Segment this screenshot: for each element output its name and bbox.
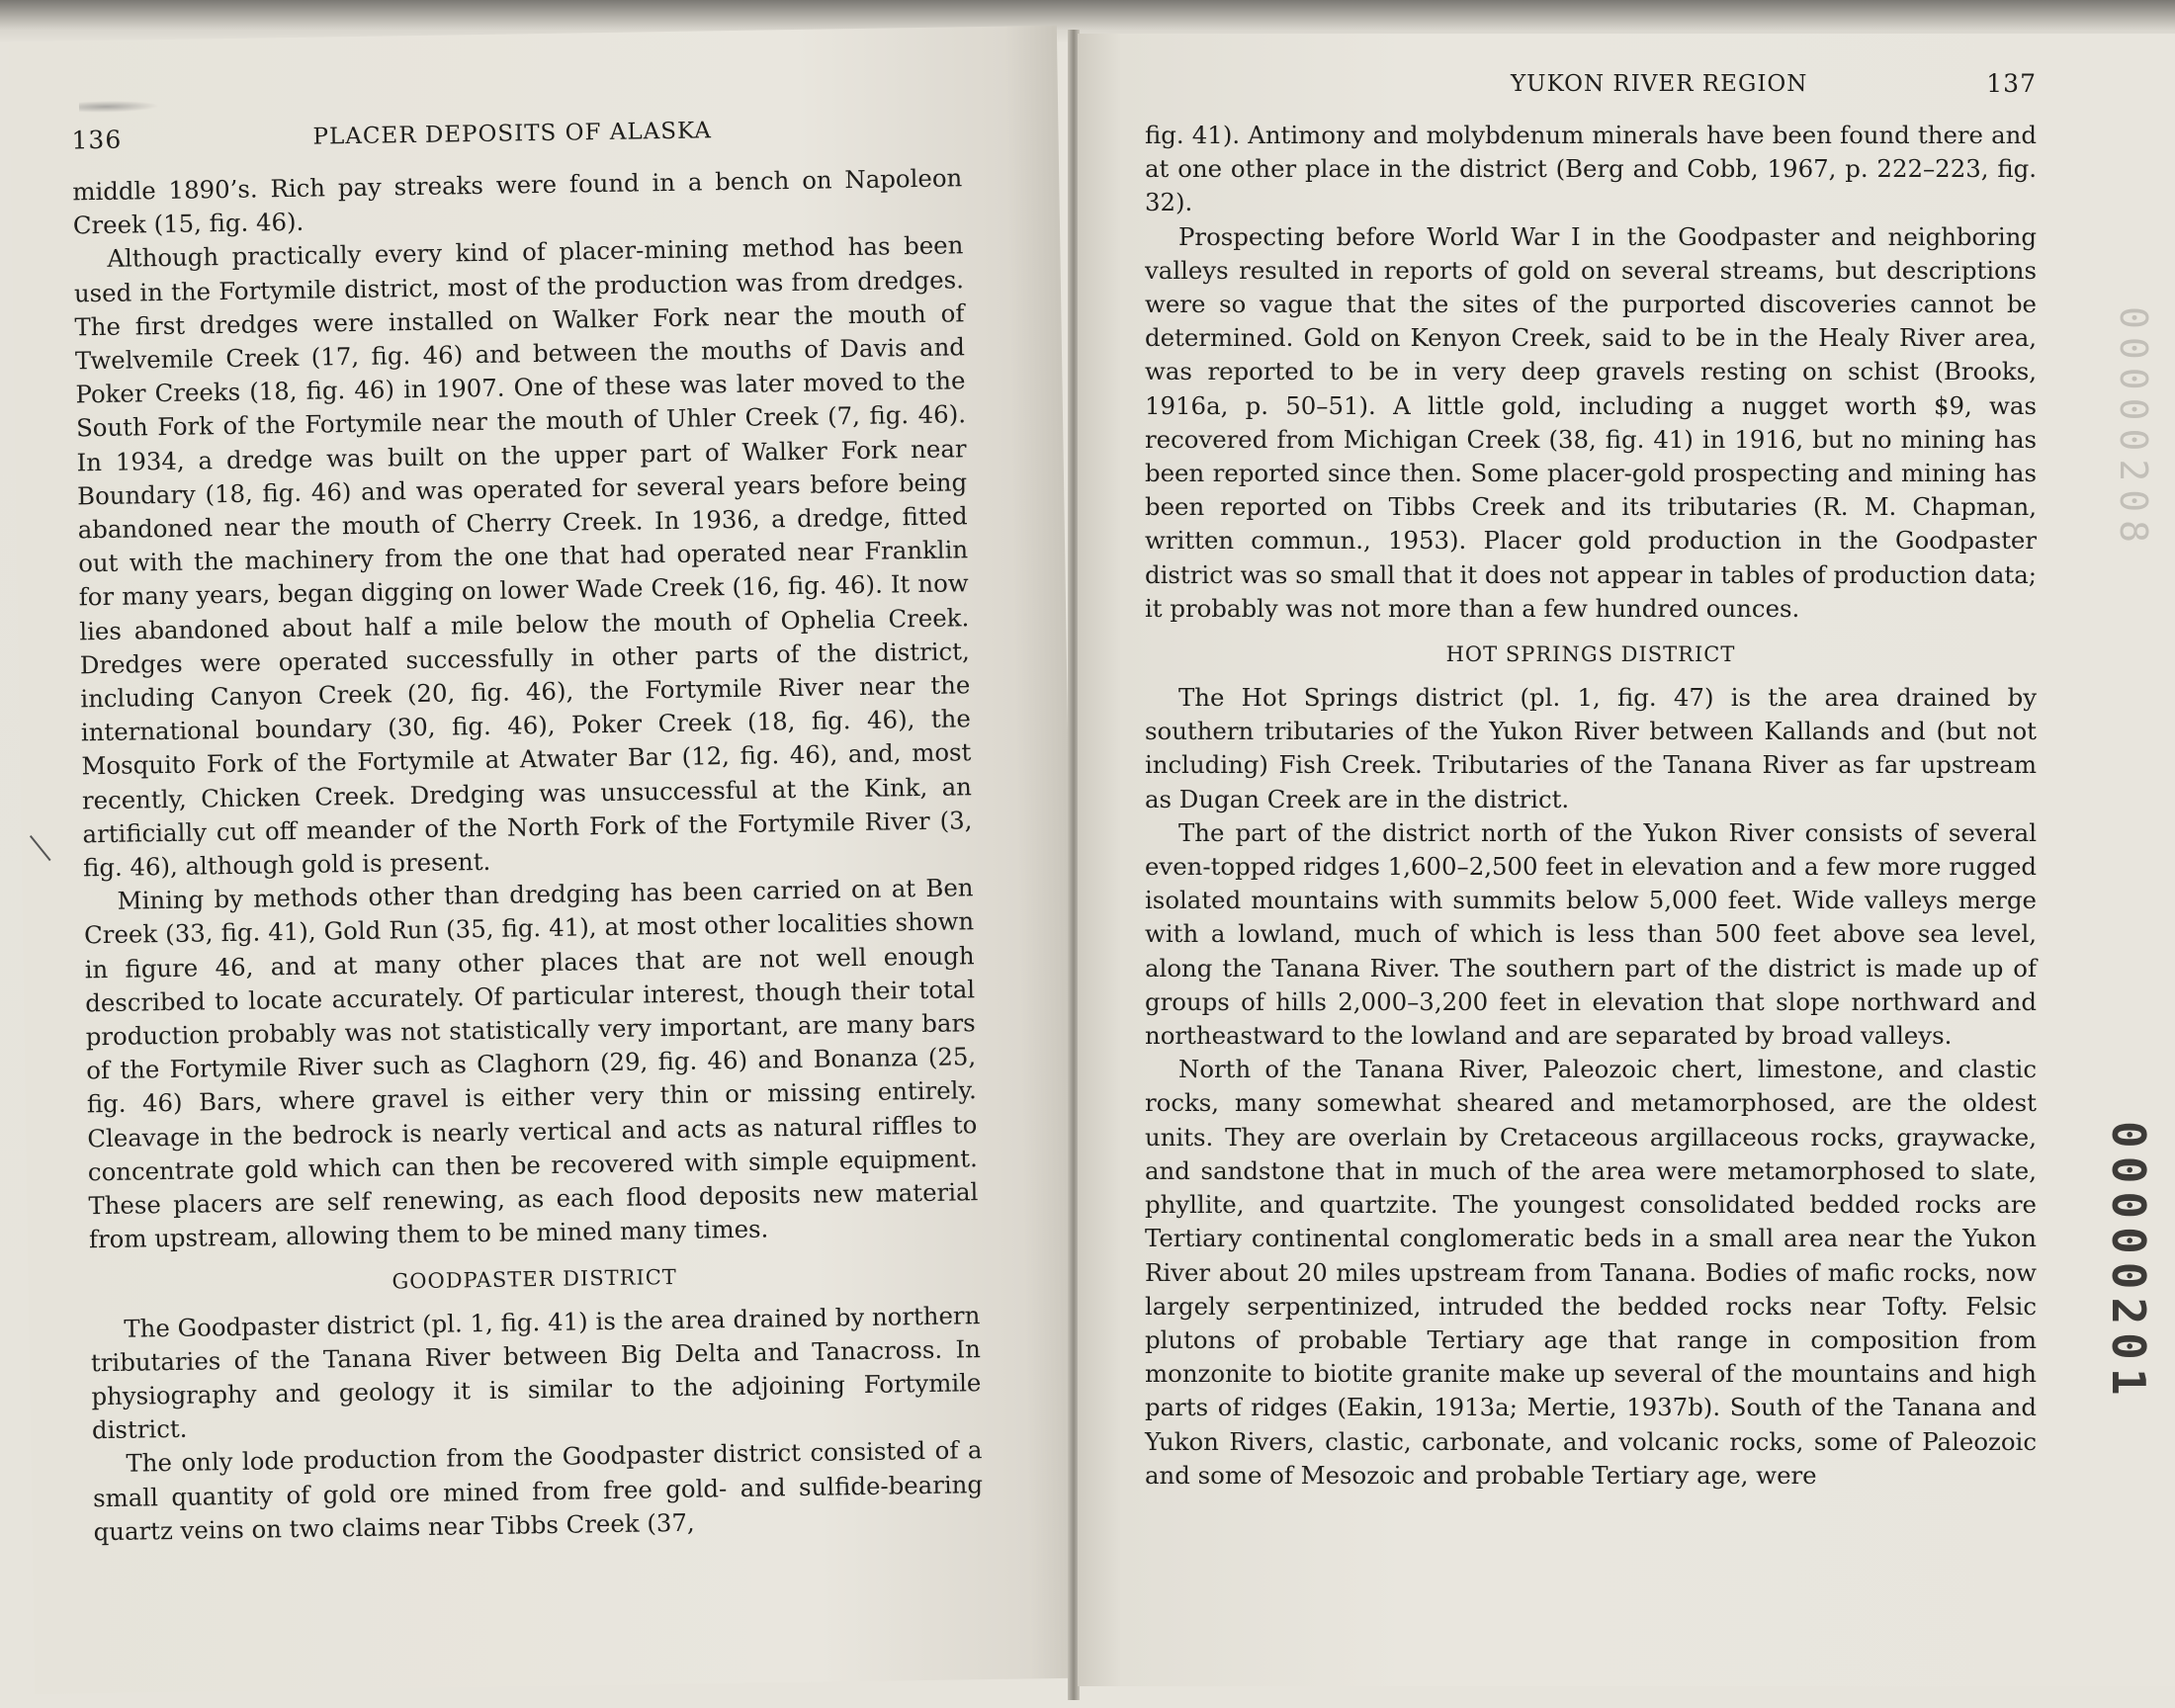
section-heading: HOT SPRINGS DISTRICT [1445, 642, 1736, 667]
paragraph: North of the Tanana River, Paleozoic chert, limestone, and clastic rocks, many somewhat sheared and metamorphosed, are the oldest units. They are overlain by Cretaceous argillaceous rocks, graywacke, and sandstone that in much of the area were metamorphosed to slate, phyllite, and quartzite. The youngest consolidated bedded rocks are Tertiary continental conglomeratic beds in a small area near the Yukon River about 20 miles upstream from Tanana. Bodies of mafic rocks, now largely serpentinized, intruded the bedded rocks near Tofty. Felsic plutons of probable Tertiary age that range in composition from monzonite to biotite granite make up several of the mountains and high parts of ridges (Eakin, 1913a; Mertie, 1937b). South of the Tanana and Yukon Rivers, clastic, carbonate, and volcanic rocks, some of Paleozoic and some of Mesozoic and probable Tertiary age, were [1145, 1055, 2037, 1490]
margin-mark [30, 835, 51, 861]
paragraph: The part of the district north of the Yukon River consists of several even-topped ridges 1,600–2,500 feet in elevation and a few more rugged isolated mountains with summits below 5,000 feet. Wide valleys merge with a lowland, much of which is less than 500 feet above sea level, along the Tanana River. The southern part of the district is made up of groups of hills 2,000–3,200 feet in elevation that slope northward and northeastward to the lowland and are separated by broad valleys. [1145, 817, 2037, 1051]
right-page [1078, 34, 2175, 1686]
ink-smudge [79, 99, 168, 114]
paragraph: middle 1890’s. Rich pay streaks were found in a bench on Napoleon Creek (15, fig. 46). [72, 163, 963, 240]
section-heading: GOODPASTER DISTRICT [392, 1264, 677, 1293]
paragraph: Prospecting before World War I in the Goodpaster and neighboring valleys resulted in reports of gold on several streams, but descriptions were so vague that the sites of the purported discoveries cannot be determined. Gold on Kenyon Creek, said to be in the Healy River area, was reported to be in very deep gravels resting on schist (Brooks, 1916a, p. 50–51). A little gold, including a nugget worth $9, was recovered from Michigan Creek (38, fig. 41) in 1916, but no mining has been reported since then. Some placer-gold prospecting and mining has been reported on Tibbs Creek and its tributaries (R. M. Chapman, written commun., 1953). Placer gold production in the Goodpaster district was so small that it does not appear in tables of production data; it probably was not more than a few hundred ounces. [1145, 221, 2037, 623]
paragraph: The Hot Springs district (pl. 1, fig. 47) is the area drained by southern tributaries of the Yukon River between Kallands and (but not including) Fish Creek. Tributaries of the Tanana River as far upstream as Dugan Creek are in the district. [1145, 683, 2037, 813]
running-head-title: YUKON RIVER REGION [1511, 71, 1808, 97]
faint-frame-number-stamp: 00000208 [2112, 306, 2155, 552]
page-number: 137 [1986, 69, 2037, 98]
running-head-title: PLACER DEPOSITS OF ALASKA [312, 118, 713, 150]
page-number: 136 [71, 125, 123, 155]
paragraph: Mining by methods other than dredging has been carried on at Ben Creek (33, fig. 41), Gold Run (35, fig. 41), at most other localities shown in figure 46, and at many other places that are not well enough described to locate accurately. Of particular interest, though their total production probably was not statistically very important, are many bars of the Fortymile River such as Claghorn (29, fig. 46) and Bonanza (25, fig. 46) Bars, where gravel is either very thin or missing entirely. Cleavage in the bedrock is nearly vertical and acts as natural riffles to concentrate gold which can then be recovered with simple equipment. These placers are self renewing, as each flood deposits new material from upstream, allowing them to be mined many times. [83, 873, 979, 1254]
frame-number-stamp: 00000201 [2102, 1121, 2155, 1404]
left-running-head [71, 112, 962, 165]
left-page [9, 26, 1083, 1694]
paragraph: The Goodpaster district (pl. 1, fig. 41) is the area drained by northern tributaries of the Tanana River between Big Delta and Tanacross. In physiography and geology it is similar to the adjoining Fortymile district. [90, 1300, 982, 1445]
paragraph: The only lode production from the Goodpaster district consisted of a small quantity of gold ore mined from free gold- and sulfide-bearing quartz veins on two claims near Tibbs Creek (37, [92, 1435, 984, 1546]
paragraph: Although practically every kind of placer-mining method has been used in the Fortymile district, most of the production was from dredges. The first dredges were installed on Walker Fork near the mouth of Twelvemile Creek (17, fig. 46) and between the mouths of Davis and Poker Creeks (18, fig. 46) in 1907. One of these was later moved to the South Fork of the Fortymile near the mouth of Uhler Creek (7, fig. 46). In 1934, a dredge was built on the upper part of Walker Fork near Boundary (18, fig. 46) and was operated for several years before being abandoned near the mouth of Cherry Creek. In 1936, a dredge, fitted out with the machinery from the one that had operated near Franklin for many years, began digging on lower Wade Creek (16, fig. 46). It now lies abandoned about half a mile below the mouth of Ophelia Creek. Dredges were operated successfully in other parts of the district, including Canyon Creek (20, fig. 46), the Fortymile River near the international boundary (30, fig. 46), Poker Creek (18, fig. 46), the Mosquito Fork of the Fortymile at Atwater Bar (12, fig. 46), and, most recently, Chicken Creek. Dredging was unsuccessful at the Kink, an artificially cut off meander of the North Fork of the Fortymile River (3, fig. 46), although gold is present. [73, 230, 973, 883]
left-text-column [71, 112, 984, 1549]
right-text-column [1145, 69, 2037, 1493]
right-running-head [1145, 69, 2037, 109]
paragraph: fig. 41). Antimony and molybdenum minerals have been found there and at one other place in the district (Berg and Cobb, 1967, p. 222–223, fig. 32). [1145, 121, 2037, 217]
